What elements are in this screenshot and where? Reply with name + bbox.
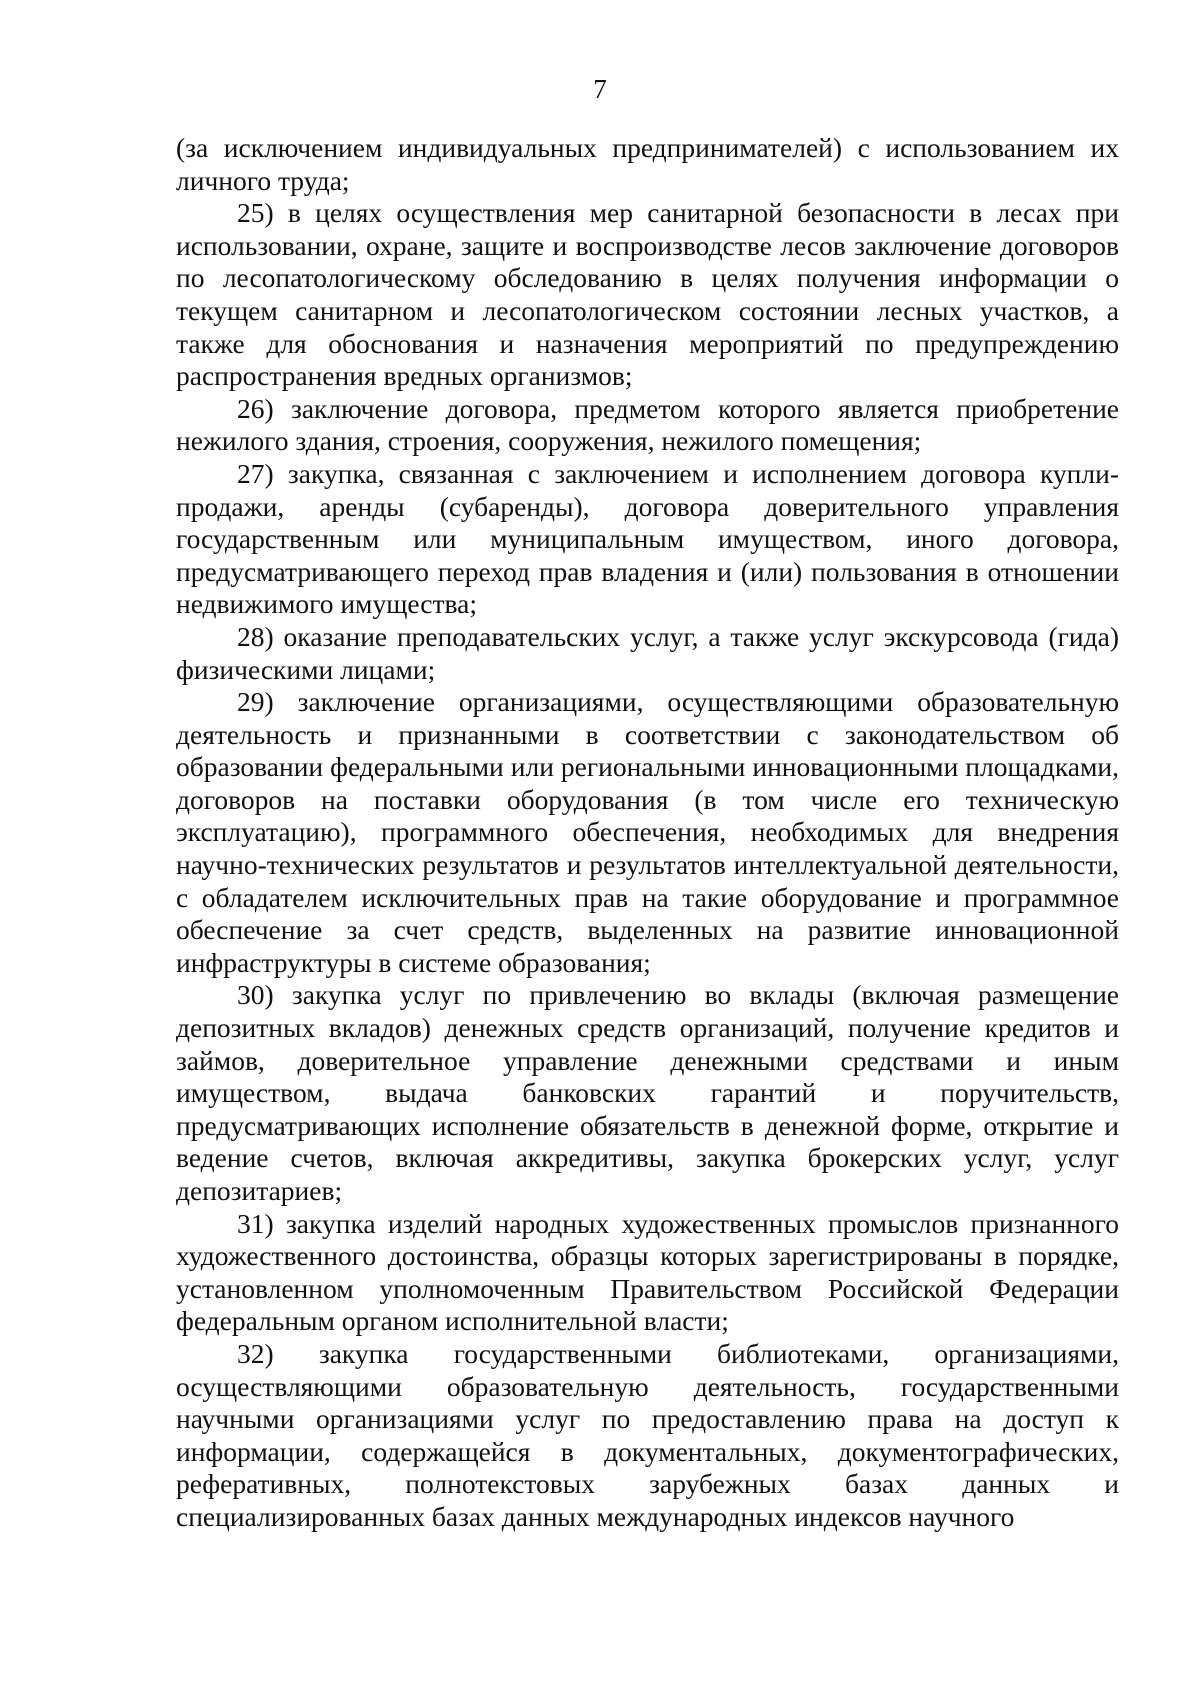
paragraph-continuation: (за исключением индивидуальных предпринимателей) с использованием их личного труда;	[176, 132, 1119, 196]
list-item-32: 32) закупка государственными библиотеками, организациями, осуществляющими образовательную деятельность, государственными научными организациями услуг по предоставлению права на доступ к информации, содержащейся в документальных, документографических, реферативных, полнотекстовых зарубежных базах данных и специализированных базах данных международных индексов научного	[176, 1337, 1119, 1532]
page-number: 7	[593, 74, 607, 104]
list-item-25: 25) в целях осуществления мер санитарной безопасности в лесах при использовании, охране, защите и воспроизводстве лесов заключение договоров по лесопатологическому обследованию в целях получения информации о текущем санитарном и лесопатологическом состоянии лесных участков, а также для обоснования и назначения мероприятий по предупреждению распространения вредных организмов;	[176, 197, 1119, 392]
list-item-29: 29) заключение организациями, осуществляющими образовательную деятельность и признанными в соответствии с законодательством об образовании федеральными или региональными инновационными площадками, договоров на поставки оборудования (в том числе его техническую эксплуатацию), программного обеспечения, необходимых для внедрения научно-технических результатов и результатов интеллектуальной деятельности, с обладателем исключительных прав на такие оборудование и программное обеспечение за счет средств, выделенных на развитие инновационной инфраструктуры в системе образования;	[176, 686, 1119, 978]
list-item-30: 30) закупка услуг по привлечению во вклады (включая размещение депозитных вкладов) денежных средств организаций, получение кредитов и займов, доверительное управление денежными средствами и иным имуществом, выдача банковских гарантий и поручительств, предусматривающих исполнение обязательств в денежной форме, открытие и ведение счетов, включая аккредитивы, закупка брокерских услуг, услуг депозитариев;	[176, 979, 1119, 1206]
list-item-31: 31) закупка изделий народных художественных промыслов признанного художественного достоинства, образцы которых зарегистрированы в порядке, установленном уполномоченным Правительством Российской Федерации федеральным органом исполнительной власти;	[176, 1207, 1119, 1337]
list-item-27: 27) закупка, связанная с заключением и исполнением договора купли-продажи, аренды (субаренды), договора доверительного управления государственным или муниципальным имуществом, иного договора, предусматривающего переход прав владения и (или) пользования в отношении недвижимого имущества;	[176, 457, 1119, 620]
document-body	[176, 132, 1119, 1534]
list-item-28: 28) оказание преподавательских услуг, а также услуг экскурсовода (гида) физическими лицами;	[176, 620, 1119, 685]
list-item-26: 26) заключение договора, предметом которого является приобретение нежилого здания, строения, сооружения, нежилого помещения;	[176, 392, 1119, 457]
